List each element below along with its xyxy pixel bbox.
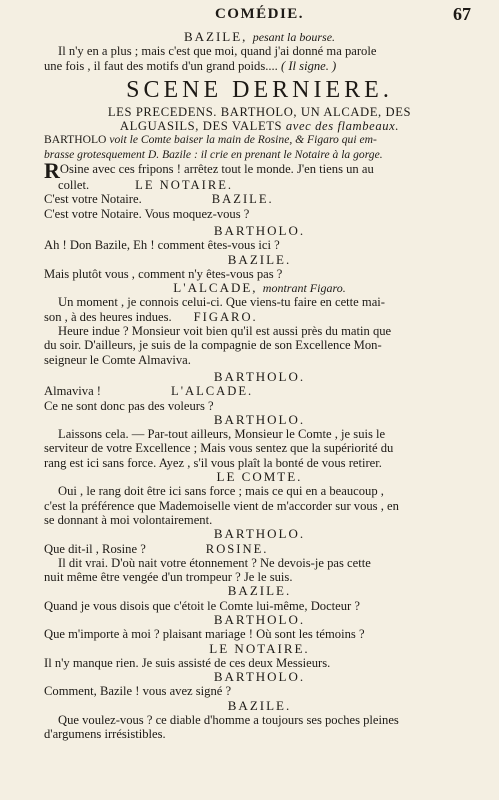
stage-direction bbox=[44, 133, 475, 147]
speaker-name: BARTHOLO. bbox=[213, 611, 306, 627]
speaker-name: L'ALCADE. bbox=[171, 384, 254, 399]
speaker-name: BARTHOLO. bbox=[213, 222, 306, 238]
dialogue-text: Que dit-il , Rosine ? bbox=[44, 541, 146, 556]
dialogue-line: Un moment , je connois celui-ci. Que viens-tu faire en cette mai- bbox=[58, 295, 385, 310]
speaker-name: LE COMTE. bbox=[216, 469, 303, 485]
dialogue-line: rang est ici sans force. Ayez , s'il vous plaît la bonté de vous retirer. bbox=[44, 455, 382, 470]
dialogue-line: Comment, Bazile ! vous avez signé ? bbox=[44, 684, 232, 699]
page-number: 67 bbox=[453, 4, 471, 24]
dialogue-line: Il dit vrai. D'où nait votre étonnement ? Ne devois-je pas cette bbox=[58, 555, 371, 570]
dialogue-line bbox=[44, 192, 475, 206]
dialogue-line: se donnant à moi volontairement. bbox=[44, 512, 213, 527]
speaker-name: FIGARO. bbox=[193, 309, 258, 324]
speaker-name: BAZILE. bbox=[211, 192, 274, 207]
speaker-bazile bbox=[44, 30, 475, 44]
cast-text: ALGUASILS, DES VALETS bbox=[119, 119, 283, 134]
drop-initial: R bbox=[44, 162, 60, 179]
speaker-name: BAZILE. bbox=[227, 583, 292, 599]
dialogue-text: Osine avec ces fripons ! arrêtez tout le monde. J'en tiens un au bbox=[59, 162, 374, 177]
speaker-name: LE NOTAIRE. bbox=[135, 178, 234, 193]
dialogue-line: c'est la préférence que Mademoiselle vient de m'accorder sur vous , en bbox=[44, 498, 399, 513]
dialogue-text: collet. bbox=[58, 178, 90, 193]
speaker-name: BARTHOLO. bbox=[213, 411, 306, 427]
dialogue-line: Laissons cela. — Par-tout ailleurs, Monsieur le Comte , je suis le bbox=[58, 427, 386, 442]
page-header bbox=[44, 0, 475, 30]
dialogue-line: nuit même être vengée d'un trompeur ? Je le suis. bbox=[44, 570, 293, 585]
dialogue-line bbox=[44, 162, 475, 178]
dialogue-line: du soir. D'ailleurs, je suis de la compagnie de son Excellence Mon- bbox=[44, 338, 382, 353]
speaker-name: BAZILE. bbox=[227, 697, 292, 713]
dialogue-line: Oui , le rang doit être ici sans force ; mais ce qui en a beaucoup , bbox=[58, 484, 384, 499]
cast-line: LES PRECEDENS. BARTHOLO, UN ALCADE, DES bbox=[107, 104, 412, 119]
speaker-name: BARTHOLO. bbox=[213, 669, 306, 685]
stage-direction: pesant la bourse. bbox=[252, 30, 336, 44]
dialogue-line: seigneur le Comte Almaviva. bbox=[44, 352, 191, 367]
dialogue-line: Que voulez-vous ? ce diable d'homme a toujours ses poches pleines bbox=[58, 713, 399, 728]
dialogue-text: une fois , il faut des motifs d'un grand poids.... bbox=[44, 58, 278, 73]
speaker-name: L'ALCADE, bbox=[173, 280, 258, 296]
dialogue-line: Ce ne sont donc pas des voleurs ? bbox=[44, 398, 214, 413]
cast-line bbox=[44, 119, 475, 133]
stage-direction: ( Il signe. ) bbox=[280, 58, 337, 73]
stage-direction: montrant Figaro. bbox=[262, 281, 346, 296]
dialogue-line: Que m'importe à moi ? plaisant mariage ! Où sont les témoins ? bbox=[44, 627, 365, 642]
stage-direction: brasse grotesquement D. Bazile : il crie en prenant le Notaire à la gorge. bbox=[44, 147, 383, 161]
speaker-name: BARTHOLO. bbox=[213, 526, 306, 542]
dialogue-line: Mais plutôt vous , comment n'y êtes-vous pas ? bbox=[44, 266, 283, 281]
speaker-alcade bbox=[44, 281, 475, 295]
dialogue-text: C'est votre Notaire. bbox=[44, 192, 142, 207]
dialogue-line: Quand je vous disois que c'étoit le Comte lui-même, Docteur ? bbox=[44, 598, 360, 613]
dialogue-line: Il n'y manque rien. Je suis assisté de ces deux Messieurs. bbox=[44, 655, 331, 670]
running-head: COMÉDIE. bbox=[214, 6, 305, 22]
speaker-name: BAZILE, bbox=[183, 29, 248, 44]
speaker-name: LE NOTAIRE. bbox=[209, 640, 310, 656]
dialogue-line: Ah ! Don Bazile, Eh ! comment êtes-vous ici ? bbox=[44, 238, 280, 253]
speaker-name: BAZILE. bbox=[227, 251, 292, 267]
direction-text: voit le Comte baiser la main de Rosine, & Figaro qui em- bbox=[109, 133, 377, 147]
dialogue-text: son , à des heures indues. bbox=[44, 309, 172, 324]
speaker-name: ROSINE. bbox=[205, 541, 269, 556]
dialogue-line bbox=[44, 178, 475, 192]
cast-list bbox=[44, 105, 475, 134]
speaker-name: BARTHOLO. bbox=[213, 368, 306, 384]
dialogue-line: Il n'y en a plus ; mais c'est que moi, quand j'ai donné ma parole bbox=[58, 44, 377, 59]
scene-title: SCENE DERNIERE. bbox=[126, 76, 393, 103]
dialogue-line bbox=[44, 310, 475, 324]
dialogue-line: C'est votre Notaire. Vous moquez-vous ? bbox=[44, 206, 250, 221]
cast-stage: avec des flambeaux. bbox=[285, 119, 400, 134]
dialogue-line bbox=[44, 542, 475, 556]
speaker-name: BARTHOLO bbox=[44, 133, 107, 147]
dialogue-line bbox=[44, 59, 475, 73]
dialogue-line: d'argumens irrésistibles. bbox=[44, 727, 166, 742]
dialogue-text: Almaviva ! bbox=[44, 384, 102, 399]
dialogue-line: Heure indue ? Monsieur voit bien qu'il est aussi près du matin que bbox=[58, 324, 392, 339]
dialogue-line: serviteur de votre Excellence ; Mais vous sentez que la supériorité du bbox=[44, 441, 394, 456]
dialogue-line bbox=[44, 384, 475, 398]
